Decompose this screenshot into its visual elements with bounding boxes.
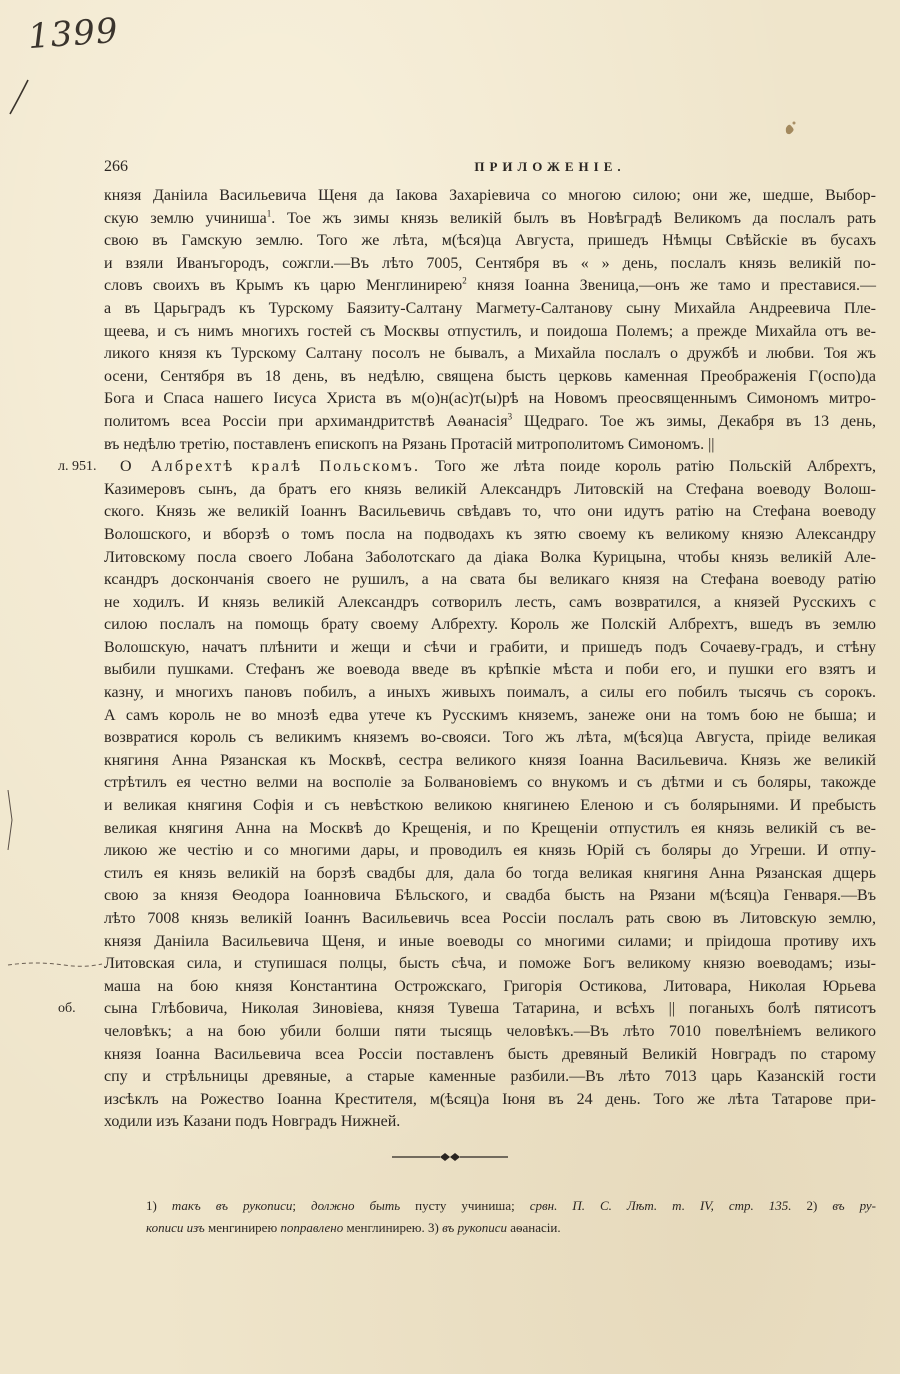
text-fragment: Литовскому посла своего Лобана Заболотскаго да діака Волка Курицына, чтобы князь великій Але- — [104, 548, 876, 566]
text-line — [104, 366, 876, 389]
text-line — [104, 727, 876, 750]
page-number: 266 — [104, 158, 128, 175]
text-fragment: Казимеровъ сынъ, да братъ его князь великій Александръ Литовскій на Стефана воеводу Волош- — [104, 480, 876, 498]
text-line — [104, 434, 876, 457]
text-fragment: и взяли Иванъгородъ, сожгли.—Въ лѣто 7005, Сентября въ « » день, послалъ князь великій по- — [104, 254, 876, 272]
text-fragment: Литовская сила, и ступишася полцы, бысть сѣча, и поможе Богъ великому князю воеводамъ; изы- — [104, 955, 876, 973]
footnote-fragment: пусту учиниша; — [400, 1198, 530, 1213]
text-fragment: Того же лѣта поиде король ратію Польскій Албрехтъ, — [420, 458, 876, 476]
text-line — [104, 230, 876, 253]
text-fragment: ликого князя къ Турскому Салтану посолъ не бывалъ, а Михайла послалъ о дружбѣ и любви. Тоя жъ — [104, 345, 876, 363]
text-line — [58, 998, 876, 1021]
text-line — [104, 388, 876, 411]
footnote-ref: 1 — [266, 208, 272, 219]
text-fragment: князя Іоанна Звеница,—онъ же тамо и преставися.— — [466, 277, 877, 295]
text-line — [104, 569, 876, 592]
text-line — [104, 547, 876, 570]
text-fragment: князя Даніила Васильевича Щеня, и иные воеводы со многими силами; и пріидоша противу ихъ — [104, 932, 876, 950]
text-line — [104, 298, 876, 321]
footnote-line — [146, 1217, 876, 1239]
text-fragment: словъ своихъ въ Крымъ къ царю Менглинирею — [104, 277, 463, 295]
text-line — [104, 1021, 876, 1044]
folio-marker: л. 951. — [58, 459, 97, 475]
ornamental-divider — [0, 1150, 900, 1164]
footnote-fragment: въ ру- — [832, 1198, 876, 1213]
text-line — [104, 705, 876, 728]
text-fragment: сына Глѣбовича, Николая Зиновіева, князя Тувеша Татарина, и всѣхъ || поганыхъ болѣ пятисотъ — [104, 1000, 876, 1018]
pencil-stroke-icon — [6, 78, 32, 118]
footnote-fragment: поправлено — [280, 1220, 344, 1235]
text-line — [104, 501, 876, 524]
text-line — [104, 479, 876, 502]
text-fragment: свою за князя Ѳеодора Іоанновича Бѣльского, и свадба бысть на Рязани м(ѣсяц)а Генваря.—Въ — [104, 887, 876, 905]
text-fragment: Щедраго. Тое жъ зимы, Декабря въ 13 день, — [512, 412, 876, 430]
text-line — [104, 659, 876, 682]
text-line — [104, 953, 876, 976]
text-line — [104, 208, 876, 231]
text-fragment: осени, Сентября въ 18 день, въ недѣлю, священа бысть церковь каменная Преображенія Г(оспо)да — [104, 367, 876, 385]
text-fragment: маша на бою князя Константина Острожскаго, Григорія Остикова, Литовара, Николая Юрьева — [104, 977, 876, 995]
text-line — [104, 682, 876, 705]
text-fragment: ксандръ доскончанія своего не рушилъ, а на свата бы великаго князя на Стефана воеводу ратію — [104, 571, 876, 589]
text-line — [104, 1089, 876, 1112]
ink-blot-icon — [778, 118, 800, 140]
text-fragment: политомъ всеа Россіи при архимандритствѣ Аѳанасія — [104, 412, 508, 430]
text-fragment: стилъ ея князь великій на борзѣ свадбы для, дала бо тогда великая княгиня Анна Рязанская дщерь — [104, 864, 876, 882]
text-line — [104, 321, 876, 344]
main-text — [58, 185, 877, 1134]
section-heading: О Албрехтѣ кралѣ Польскомъ. — [120, 458, 421, 476]
running-title: ПРИЛОЖЕНІЕ. — [474, 159, 626, 174]
footnote-fragment: срвн. П. С. Лѣт. т. IV, стр. 135. — [529, 1198, 792, 1213]
text-fragment: не ходилъ. И князь великій Александръ сотворилъ лесть, самъ возвратился, а князей Русскихъ с — [104, 593, 876, 611]
text-line — [104, 343, 876, 366]
text-fragment: изсѣклъ на Рожество Іоанна Крестителя, м(ѣсяц)а Іюня въ 24 день. Того же лѣта Татарове при- — [104, 1090, 876, 1108]
text-fragment: свою въ Гамскую землю. Того же лѣта, м(ѣся)ца Августа, пришедъ Нѣмцы Свѣйскіе въ бусахъ — [104, 232, 876, 250]
text-line — [104, 1066, 876, 1089]
footnote-ref: 2 — [462, 276, 467, 287]
text-fragment: въ недѣлю третію, поставленъ епископъ на Рязань Протасій митрополитомъ Симономъ. || — [104, 435, 715, 453]
footnote-fragment: 1) — [146, 1198, 172, 1213]
footnote-fragment: въ рукописи — [442, 1220, 507, 1235]
text-line — [104, 863, 876, 886]
text-line — [104, 592, 876, 615]
text-fragment: княгиня Анна Рязанская къ Москвѣ, сестра великого князя Іоанна Васильевича. Князь же великій — [104, 751, 876, 769]
text-fragment: возвратися король съ великимъ княземъ во-свояси. Того жъ лѣта, м(ѣся)ца Августа, пріиде великая — [104, 729, 876, 747]
text-line — [104, 818, 876, 841]
text-line — [104, 931, 876, 954]
text-line — [104, 253, 876, 276]
text-fragment: Бога и Спаса нашего Іисуса Христа въ м(о)н(ас)т(ы)рѣ на Новомъ преосвященнымъ Симономъ митро- — [104, 390, 876, 408]
text-fragment: казну, и многихъ пановъ побилъ, а иныхъ живыхъ поималъ, а силы его побилъ тысячь съ сорокъ. — [104, 684, 876, 702]
footnote-line — [146, 1195, 876, 1217]
text-line — [104, 795, 876, 818]
footnote-fragment: менгинирею — [204, 1220, 281, 1235]
text-fragment: спу и стрѣльницы древяные, а старые каменные разбили.—Въ лѣто 7013 царь Казанскій гости — [104, 1068, 876, 1086]
text-fragment: Волошского, и вборзѣ о томъ посла на подводахъ къ зятю своему къ великому князю Александру — [104, 525, 876, 543]
text-fragment: . Тое жъ зимы князь великій былъ въ Новѣградѣ Великомъ да послалъ рать — [271, 209, 876, 227]
text-line — [104, 1111, 876, 1134]
footnote-fragment: аѳанасіи. — [507, 1220, 561, 1235]
folio-marker: об. — [58, 1001, 76, 1017]
text-line — [104, 772, 876, 795]
text-line — [104, 524, 876, 547]
footnote-fragment: должно быть — [311, 1198, 401, 1213]
margin-bracket-icon — [6, 790, 14, 850]
text-fragment: лѣто 7008 князь великій Іоаннъ Васильевичь всеа Россіи послалъ рать свою въ Литовскую землю, — [104, 910, 876, 927]
handwritten-number: 1399 — [26, 10, 120, 58]
page-header — [104, 158, 876, 180]
text-line — [58, 456, 876, 479]
text-line — [104, 1044, 876, 1067]
margin-pointer-icon — [4, 955, 104, 975]
text-fragment: ходили изъ Казани подъ Новградъ Нижней. — [104, 1113, 401, 1131]
text-fragment: выбили пушками. Стефанъ же воевода введе въ крѣпкіе мѣста и поби его, и пушки его взятъ и — [104, 661, 876, 679]
text-fragment: князя Іоанна Васильевича всеа Россіи поставленъ бысть древяный Великій Новградъ по старому — [104, 1045, 876, 1063]
text-fragment: ликою же честію и со многими дары, и проводилъ ея князь Юрій съ боляры до Угреши. И отпу- — [104, 842, 876, 860]
text-fragment: А самъ король не во мнозѣ едва утече къ Русскимъ княземъ, занеже они на томъ бою не быша; и — [104, 706, 876, 724]
text-fragment: скую землю учиниша — [104, 209, 267, 227]
text-fragment: Волошскую, начатъ плѣнити и жещи и сѣчи и грабити, и пришедъ подъ Сочаеву-градъ, и стѣну — [104, 638, 876, 656]
text-line — [104, 885, 876, 908]
text-fragment: стрѣтилъ ея честно велми на восполіе за Болвановіемъ со внукомъ и съ дѣтми и съ боляры, такожде — [104, 774, 876, 792]
text-fragment: князя Даніила Васильевича Щеня да Іакова Захаріевича со многою силою; они же, шедше, Выбор- — [104, 187, 876, 204]
text-fragment: щеева, и съ нимъ многихъ гостей съ Москвы отпустилъ, и поидоша Полемъ; а прежде Михайла отъ ве- — [104, 322, 876, 340]
text-line — [104, 614, 876, 637]
footnote-fragment: кописи изъ — [146, 1220, 205, 1235]
text-fragment: и великая княгиня Софія и съ невѣсткою великою княгинею Еленою и съ болярынями. И пребысть — [104, 797, 876, 815]
footnote-fragment: ; — [292, 1198, 312, 1213]
footnotes — [146, 1195, 876, 1239]
text-fragment: человѣкъ; а на бою убили болши пяти тысящь человѣкъ.—Въ лѣто 7010 повелѣніемъ великого — [104, 1022, 876, 1040]
text-line — [104, 908, 876, 931]
text-line — [104, 750, 876, 773]
text-fragment: силою послалъ на помощь брату своему Албрехту. Король же Полскій Албрехтъ, вшедъ въ землю — [104, 616, 876, 634]
text-line — [104, 976, 876, 999]
footnote-fragment: такъ въ рукописи — [171, 1198, 293, 1213]
text-line — [104, 185, 876, 208]
text-line — [104, 411, 876, 434]
text-fragment: ского. Князь же великій Іоаннъ Васильевичь свѣдавъ то, что они идутъ ратію на Стефана воеводу — [104, 503, 876, 521]
text-line — [104, 275, 876, 298]
text-line — [104, 637, 876, 660]
text-fragment: а въ Царьградъ къ Турскому Баязиту-Салтану Магмету-Салтанову сыну Михайла Андреевича Пле- — [104, 299, 876, 317]
footnote-fragment: менглинирею. 3) — [343, 1220, 443, 1235]
text-fragment: великая княгиня Анна на Москвѣ до Крещенія, и по Крещеніи отпустилъ ея князь великій съ ве- — [104, 819, 876, 837]
text-line — [104, 840, 876, 863]
footnote-ref: 3 — [507, 411, 513, 422]
footnote-fragment: 2) — [791, 1198, 833, 1213]
